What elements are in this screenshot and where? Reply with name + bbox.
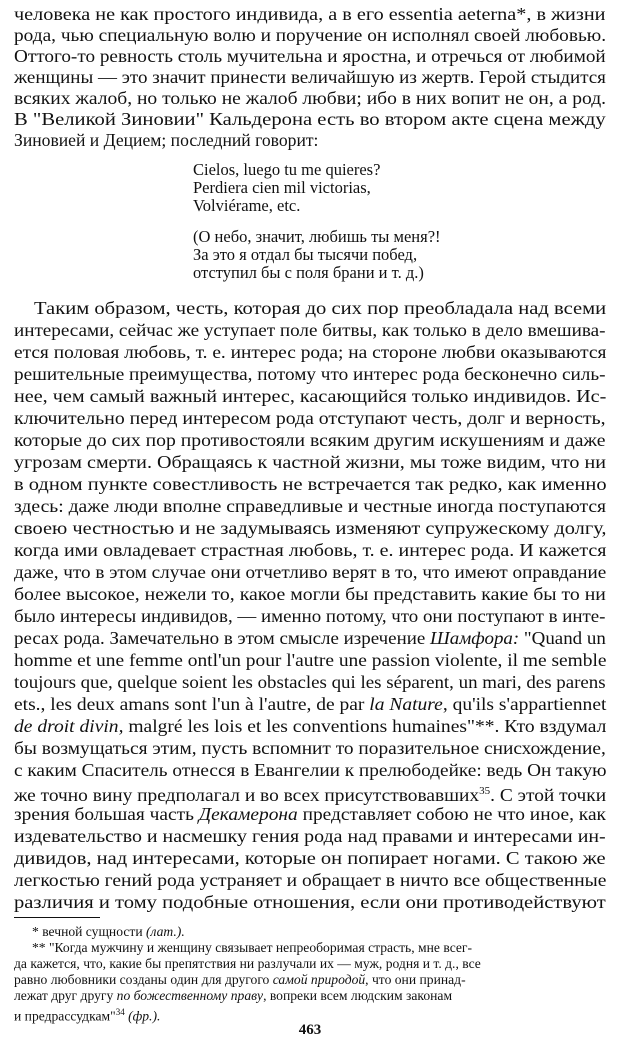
text-line: даже, что в этом случае они отчетливо верят в то, что имеют оправдание xyxy=(14,562,607,582)
text-line: было интересы индивидов, — именно потому, что они поступают в инте- xyxy=(14,606,606,626)
footnote-text: и предрассудкам" xyxy=(14,1008,116,1024)
text-line: нее, чем самый важный интерес, касающийся только индивидов. Ис- xyxy=(14,386,607,406)
footnote-text: , что они принад- xyxy=(365,972,466,987)
text-line: рода, чью специальную волю и поручение он исполнял своей любовью. xyxy=(14,25,607,45)
text-line: toujours que, quelque soient les obstacles qui les séparent, un mari, des parens xyxy=(14,672,606,692)
text-line: Оттого-то ревность столь мучительна и яростна, и отречься от любимой xyxy=(14,46,606,66)
text-line: homme et une femme ontl'un pour l'autre une passion violente, il me semble xyxy=(14,650,607,670)
page-number: 463 xyxy=(298,1022,322,1038)
text-line: интересами, сейчас же уступает поле битвы, как только в дело вмешива- xyxy=(14,320,606,340)
footnote-text: равно любовники созданы один для другого xyxy=(14,972,273,987)
text-span: представляет собою не что иное, как xyxy=(297,804,606,824)
paragraph-first-line: Таким образом, честь, которая до сих пор преобладала над всеми xyxy=(34,298,607,318)
text-line: более высокое, нежели то, какое могли бы представить какие бы то ни xyxy=(14,584,606,604)
text-line: решительные преимущества, потому что интерес рода бесконечно силь- xyxy=(14,364,606,384)
text-span: ets., les deux amans sont l'un à l'autre, de par xyxy=(14,694,370,714)
footnote-language: (лат.). xyxy=(146,924,185,939)
verse-line: Perdiera cien mil victorias, xyxy=(193,178,371,197)
text-span: . С этой точки xyxy=(490,784,607,805)
note-reference: 35 xyxy=(479,786,491,797)
text-line: женщины — это значит принести величайшую из жертв. Герой стыдится xyxy=(14,67,606,87)
text-line: издевательство и насмешку гения рода над правами и интересами ин- xyxy=(14,826,606,846)
footnote-divider xyxy=(14,917,100,918)
text-line: ключительно перед интересом рода отступают честь, долг и верность, xyxy=(14,408,606,428)
text-line: которые до сих пор противостояли всяким другим искушениям и даже xyxy=(14,430,606,450)
text-line: здесь: даже люди вполне справедливые и честные иногда поступаются xyxy=(14,496,607,516)
footnote-text: лежат друг другу xyxy=(14,988,117,1003)
text-line: ется половая любовь, т. е. интерес рода; на стороне любви оказываются xyxy=(14,342,607,362)
text-line: различия и тому подобные отношения, если они противодействуют xyxy=(14,892,606,912)
text-line: с каким Спаситель отнесся в Евангелии к прелюбодейке: ведь Он такую xyxy=(14,760,607,780)
author-name-chamfort: Шамфора: xyxy=(429,628,520,648)
text-span: malgré les lois et les conventions humaines"**. Кто вздумал xyxy=(123,716,607,736)
text-line xyxy=(14,693,606,715)
text-line xyxy=(14,627,606,649)
footnote-text: , вопреки всем людским законам xyxy=(263,988,453,1003)
footnote-2-line xyxy=(14,988,452,1004)
verse-translation-line: отступил бы с поля брани и т. д.) xyxy=(193,263,424,282)
text-line: своею честностью и не задумываясь изменяют супружескому долгу, xyxy=(14,518,607,538)
text-line: Зиновией и Децием; последний говорит: xyxy=(14,130,319,150)
footnote-2-line xyxy=(14,972,466,988)
text-line: дивидов, над интересами, которые он попирает ногами. С такою же xyxy=(14,848,606,868)
text-line xyxy=(14,803,606,825)
text-line: в одном пункте совестливость не встречается так редко, как именно xyxy=(14,474,607,494)
text-line: угрозам смерти. Обращаясь к частной жизни, мы тоже видим, что ни xyxy=(14,452,607,472)
footnote-1 xyxy=(32,924,185,940)
text-span: "Quand un xyxy=(519,628,606,648)
note-reference: 34 xyxy=(115,1007,125,1017)
text-line: всяких жалоб, но только не жалоб любви; ибо в них вопит не он, а род. xyxy=(14,88,607,108)
text-span: зрения большая часть xyxy=(14,804,199,824)
verse-translation-line: (О небо, значит, любишь ты меня?! xyxy=(193,227,441,246)
footnote-italic: по божественному праву xyxy=(116,988,264,1003)
text-span: ресах рода. Замечательно в этом смысле изречение xyxy=(14,628,430,648)
verse-line: Volviérame, etc. xyxy=(193,196,301,215)
text-line: когда ими овладевает страстная любовь, т. е. интерес рода. И кажется xyxy=(14,540,607,560)
text-line: легкостью гений рода устраняет и обращает в ничто все общественные xyxy=(14,870,607,890)
footnote-language: (фр.). xyxy=(124,1008,161,1024)
footnote-2-line: ** "Когда мужчину и женщину связывает непреоборимая страсть, мне всег- xyxy=(32,940,473,955)
text-span: , qu'ils s'appartiennet xyxy=(442,694,607,714)
text-line xyxy=(14,715,606,737)
footnote-2-line: да кажется, что, какие бы препятствия ни разлучали их — муж, родня и т. д., все xyxy=(14,956,481,971)
verse-translation-line: За это я отдал бы тысячи побед, xyxy=(193,245,418,264)
footnote-text: * вечной сущности xyxy=(32,924,146,939)
verse-line: Cielos, luego tu me quieres? xyxy=(193,160,381,179)
text-line: бы возмущаться этим, пусть вспомнит то поразительное снисхождение, xyxy=(14,738,606,758)
text-line: человека не как простого индивида, а в его essentia aeterna*, в жизни xyxy=(14,4,606,24)
text-line: В "Великой Зиновии" Кальдерона есть во втором акте сцена между xyxy=(14,109,606,129)
footnote-italic: самой природой xyxy=(272,972,366,987)
italic-phrase: de droit divin, xyxy=(14,716,124,736)
text-span: же точно вину предполагал и во всех присутствовавших xyxy=(14,784,480,805)
italic-title-decameron: Декамерона xyxy=(198,804,298,824)
italic-phrase: la Nature xyxy=(369,694,443,714)
